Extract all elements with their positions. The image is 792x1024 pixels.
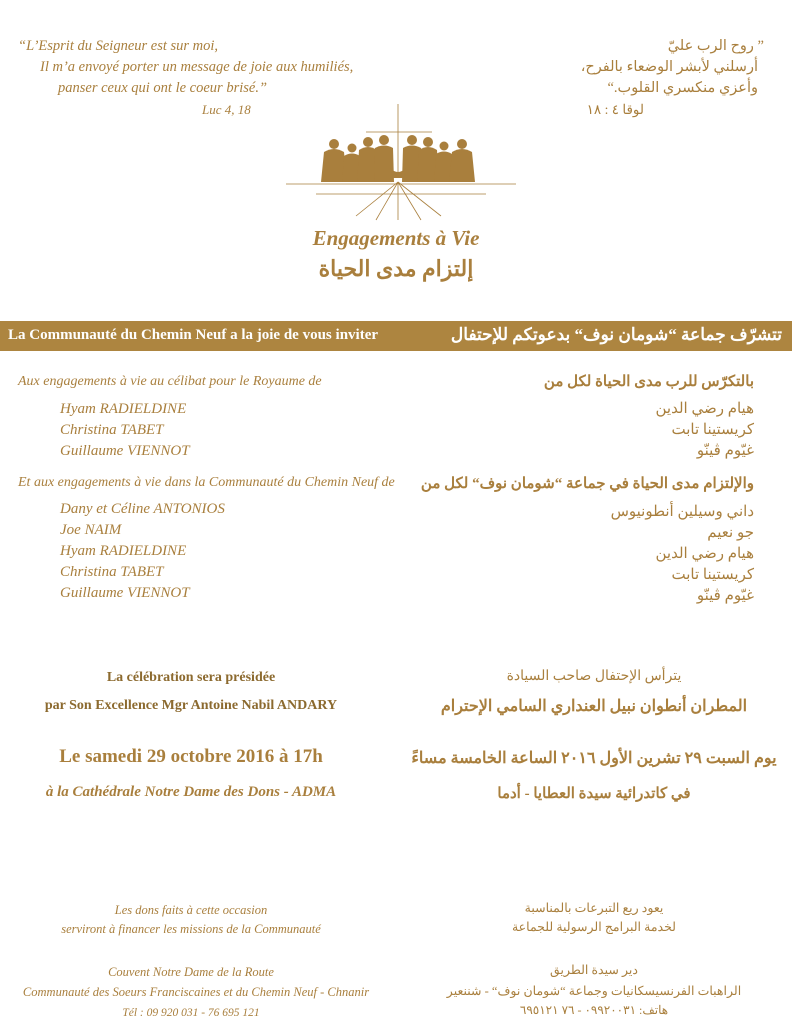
donations-line2-fr: serviront à financer les missions de la Communauté [61, 922, 321, 936]
title-french: Engagements à Vie [312, 226, 480, 250]
quote-ar-line-2: أرسلني لأبشر الوضعاء بالفرح، [580, 59, 758, 75]
quote-fr-line-3: panser ceux qui ont le coeur brisé.” [58, 80, 268, 96]
community-name-fr: Hyam RADIELDINE [60, 543, 187, 559]
celibacy-section-ar [394, 372, 754, 464]
convent-ar: دير سيدة الطريق [550, 963, 638, 977]
community-name-ar: جو نعيم [707, 525, 754, 541]
presided-fr: La célébration sera présidée [106, 670, 276, 685]
community-address-ar: الراهبات الفرنسيسكانيات وجماعة “شومان نوف“ - شننعير [446, 984, 742, 998]
convent-fr: Couvent Notre Dame de la Route [108, 965, 274, 979]
community-name-ar: هيام رضي الدين [655, 546, 754, 562]
invitation-band [0, 321, 792, 351]
celibacy-name-fr: Hyam RADIELDINE [60, 401, 187, 417]
celibacy-name-ar: كريستينا تابت [671, 422, 754, 438]
presided-ar: يترأس الإحتفال صاحب السيادة [506, 669, 682, 684]
community-section-fr [18, 475, 398, 607]
community-name-ar: داني وسيلين أنطونيوس [610, 504, 754, 520]
invitation-fr: La Communauté du Chemin Neuf a la joie de vous inviter [8, 327, 379, 343]
community-heading-ar: والإلتزام مدى الحياة في جماعة “شومان نوف“ لكل من [420, 476, 754, 492]
presider-ar: المطران أنطوان نبيل العنداري السامي الإحترام [440, 698, 748, 715]
celibacy-name-fr: Christina TABET [60, 422, 164, 438]
place-fr: à la Cathédrale Notre Dame des Dons - ADMA [45, 784, 337, 800]
celibacy-name-fr: Guillaume VIENNOT [60, 443, 190, 459]
presider-fr: par Son Excellence Mgr Antoine Nabil ANDARY [44, 698, 338, 713]
community-name-ar: غيّوم ڤينّو [696, 588, 754, 604]
last-supper-emblem-icon [286, 104, 516, 222]
date-fr: Le samedi 29 octobre 2016 à 17h [59, 746, 323, 767]
community-name-fr: Christina TABET [60, 564, 164, 580]
quote-fr-line-1: “L’Esprit du Seigneur est sur moi, [18, 38, 219, 54]
date-ar: يوم السبت ٢٩ تشرين الأول ٢٠١٦ الساعة الخامسة مساءً [411, 750, 777, 767]
quote-ar-line-3: وأعزي منكسري القلوب.“ [607, 80, 758, 96]
celibacy-section-fr [18, 374, 398, 464]
place-ar: في كاتدرائية سيدة العطايا - أدما [497, 786, 691, 802]
quote-ar-reference: لوقا ٤ : ١٨ [586, 102, 644, 117]
community-name-fr: Dany et Céline ANTONIOS [60, 501, 225, 517]
invitation-ar: تتشرّف جماعة “شومان نوف“ بدعوتكم للإحتفال [450, 325, 782, 344]
title-arabic: إلتزام مدى الحياة [318, 256, 474, 281]
community-name-fr: Joe NAIM [60, 522, 122, 538]
celibacy-heading-ar: بالتكرّس للرب مدى الحياة لكل من [543, 374, 754, 390]
telephone-ar: هاتف: ٠٩٩٢٠٠٣١ - ٧٦ ٦٩٥١٢١ [519, 1003, 669, 1017]
celibacy-heading-fr: Aux engagements à vie au célibat pour le Royaume de [18, 374, 322, 389]
community-heading-fr: Et aux engagements à vie dans la Communauté du Chemin Neuf de [18, 475, 395, 490]
donations-line2-ar: لخدمة البرامج الرسولية للجماعة [511, 920, 676, 934]
donations-line1-fr: Les dons faits à cette occasion [114, 903, 268, 917]
quote-arabic [504, 36, 764, 120]
donations-line1-ar: يعود ريع التبرعات بالمناسبة [524, 901, 664, 915]
quote-ar-line-1: ” روح الرب عليّ [667, 38, 764, 54]
community-section-ar [394, 474, 754, 608]
celibacy-name-ar: غيّوم ڤينّو [696, 443, 754, 459]
quote-fr-reference: Luc 4, 18 [202, 102, 251, 117]
celibacy-name-ar: هيام رضي الدين [655, 401, 754, 417]
quote-fr-line-2: Il m’a envoyé porter un message de joie aux humiliés, [40, 59, 354, 75]
community-name-fr: Guillaume VIENNOT [60, 585, 190, 601]
community-name-ar: كريستينا تابت [671, 567, 754, 583]
community-address-fr: Communauté des Soeurs Franciscaines et du Chemin Neuf - Chnanir [22, 985, 370, 999]
telephone-fr: Tél : 09 920 031 - 76 695 121 [122, 1007, 260, 1019]
